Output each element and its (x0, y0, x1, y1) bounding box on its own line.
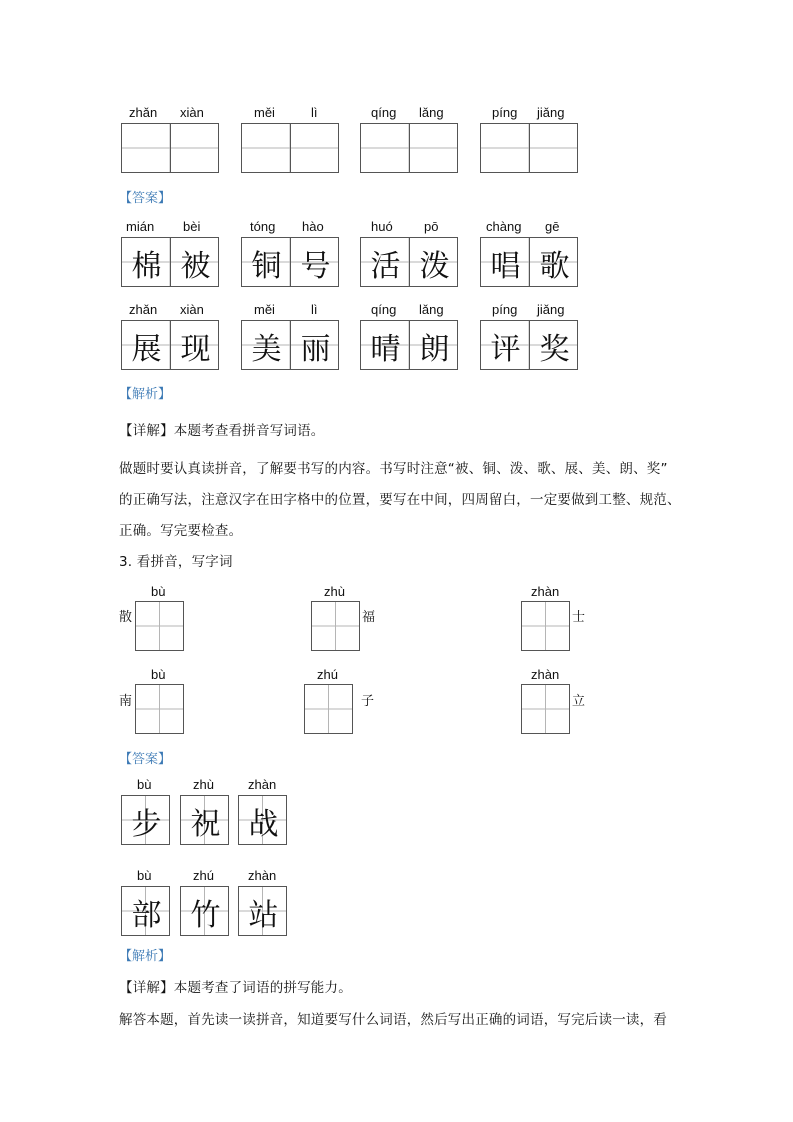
word-hint: 子 (361, 694, 375, 709)
answer-grid (121, 237, 219, 287)
answer-grid (480, 237, 578, 287)
hanzi: 泼 (419, 249, 450, 284)
pinyin: qíng (371, 302, 397, 317)
pinyin: chàng (486, 219, 522, 234)
word-hint: 南 (119, 694, 133, 709)
hanzi: 展 (131, 332, 162, 367)
pinyin: lì (311, 105, 318, 120)
hanzi: 步 (131, 807, 162, 842)
analysis-label: 【解析】 (119, 949, 172, 964)
hanzi: 丽 (300, 332, 331, 367)
writing-grid[interactable] (521, 684, 570, 734)
pinyin: bù (137, 777, 152, 792)
pinyin: xiàn (180, 302, 204, 317)
hanzi: 竹 (190, 898, 221, 933)
question-title: 3. 看拼音，写字词 (119, 554, 233, 570)
detail-line: 【详解】本题考查了词语的拼写能力。 (119, 980, 352, 996)
hanzi: 唱 (490, 249, 521, 284)
answer-grid (121, 886, 170, 936)
hanzi: 活 (370, 249, 401, 284)
pinyin: gē (545, 219, 560, 234)
writing-grid[interactable] (311, 601, 360, 651)
word-hint: 立 (572, 694, 586, 709)
pinyin: píng (492, 105, 518, 120)
pinyin: zhǎn (129, 302, 158, 317)
pinyin: zhàn (531, 667, 560, 682)
analysis-paragraph: 解答本题，首先读一读拼音，知道要写什么词语，然后写出正确的词语，写完后读一读，看 (119, 1012, 667, 1028)
analysis-paragraph: 做题时要认真读拼音，了解要书写的内容。书写时注意“被、铜、泼、歌、展、美、朗、奖” (119, 461, 668, 477)
hanzi: 评 (490, 332, 521, 367)
hanzi: 战 (248, 807, 279, 842)
writing-grid[interactable] (304, 684, 353, 734)
hanzi: 美 (251, 332, 282, 367)
writing-grid[interactable] (135, 684, 184, 734)
hanzi: 棉 (131, 249, 162, 284)
answer-grid (180, 886, 229, 936)
pinyin: píng (492, 302, 518, 317)
detail-line: 【详解】本题考查看拼音写词语。 (119, 423, 325, 439)
writing-grid[interactable] (521, 601, 570, 651)
hanzi: 站 (248, 898, 279, 933)
writing-grid[interactable] (360, 123, 458, 173)
answer-grid (238, 886, 287, 936)
pinyin: zhú (317, 667, 338, 682)
hanzi: 晴 (370, 332, 401, 367)
pinyin: měi (254, 302, 275, 317)
pinyin: bù (151, 667, 166, 682)
pinyin: xiàn (180, 105, 204, 120)
pinyin: bèi (183, 219, 201, 234)
analysis-paragraph: 的正确写法，注意汉字在田字格中的位置，要写在中间，四周留白，一定要做到工整、规范、 (119, 492, 681, 508)
pinyin: zhǎn (129, 105, 158, 120)
pinyin: lǎng (419, 105, 444, 120)
pinyin: zhàn (248, 868, 277, 883)
answer-grid (241, 237, 339, 287)
analysis-label: 【解析】 (119, 387, 172, 402)
hanzi: 奖 (539, 332, 570, 367)
pinyin: huó (371, 219, 393, 234)
hanzi: 歌 (539, 249, 570, 284)
pinyin: zhù (193, 777, 214, 792)
word-hint: 士 (572, 610, 586, 625)
word-hint: 福 (362, 610, 376, 625)
hanzi: 号 (300, 249, 331, 284)
answer-grid (241, 320, 339, 370)
answer-grid (121, 795, 170, 845)
pinyin: zhù (324, 584, 345, 599)
writing-grid[interactable] (480, 123, 578, 173)
pinyin: lì (311, 302, 318, 317)
hanzi: 部 (131, 898, 162, 933)
hanzi: 被 (180, 249, 211, 284)
hanzi: 祝 (190, 807, 221, 842)
answer-grid (480, 320, 578, 370)
pinyin: mián (126, 219, 155, 234)
writing-grid[interactable] (121, 123, 219, 173)
hanzi: 铜 (251, 249, 282, 284)
hanzi: 现 (180, 332, 211, 367)
pinyin: tóng (250, 219, 276, 234)
pinyin: měi (254, 105, 275, 120)
pinyin: zhàn (531, 584, 560, 599)
hanzi: 朗 (419, 332, 450, 367)
answer-grid (121, 320, 219, 370)
analysis-paragraph: 正确。写完要检查。 (119, 523, 243, 539)
pinyin: lǎng (419, 302, 444, 317)
answer-label: 【答案】 (119, 752, 172, 767)
answer-grid (360, 237, 458, 287)
pinyin: zhú (193, 868, 214, 883)
pinyin: zhàn (248, 777, 277, 792)
answer-grid (360, 320, 458, 370)
pinyin: hào (302, 219, 324, 234)
pinyin: qíng (371, 105, 397, 120)
answer-grid (238, 795, 287, 845)
writing-grid[interactable] (241, 123, 339, 173)
pinyin: jiǎng (537, 302, 565, 317)
answer-label: 【答案】 (119, 191, 172, 206)
word-hint: 散 (119, 610, 133, 625)
writing-grid[interactable] (135, 601, 184, 651)
pinyin: pō (424, 219, 439, 234)
pinyin: jiǎng (537, 105, 565, 120)
pinyin: bù (137, 868, 152, 883)
answer-grid (180, 795, 229, 845)
pinyin: bù (151, 584, 166, 599)
